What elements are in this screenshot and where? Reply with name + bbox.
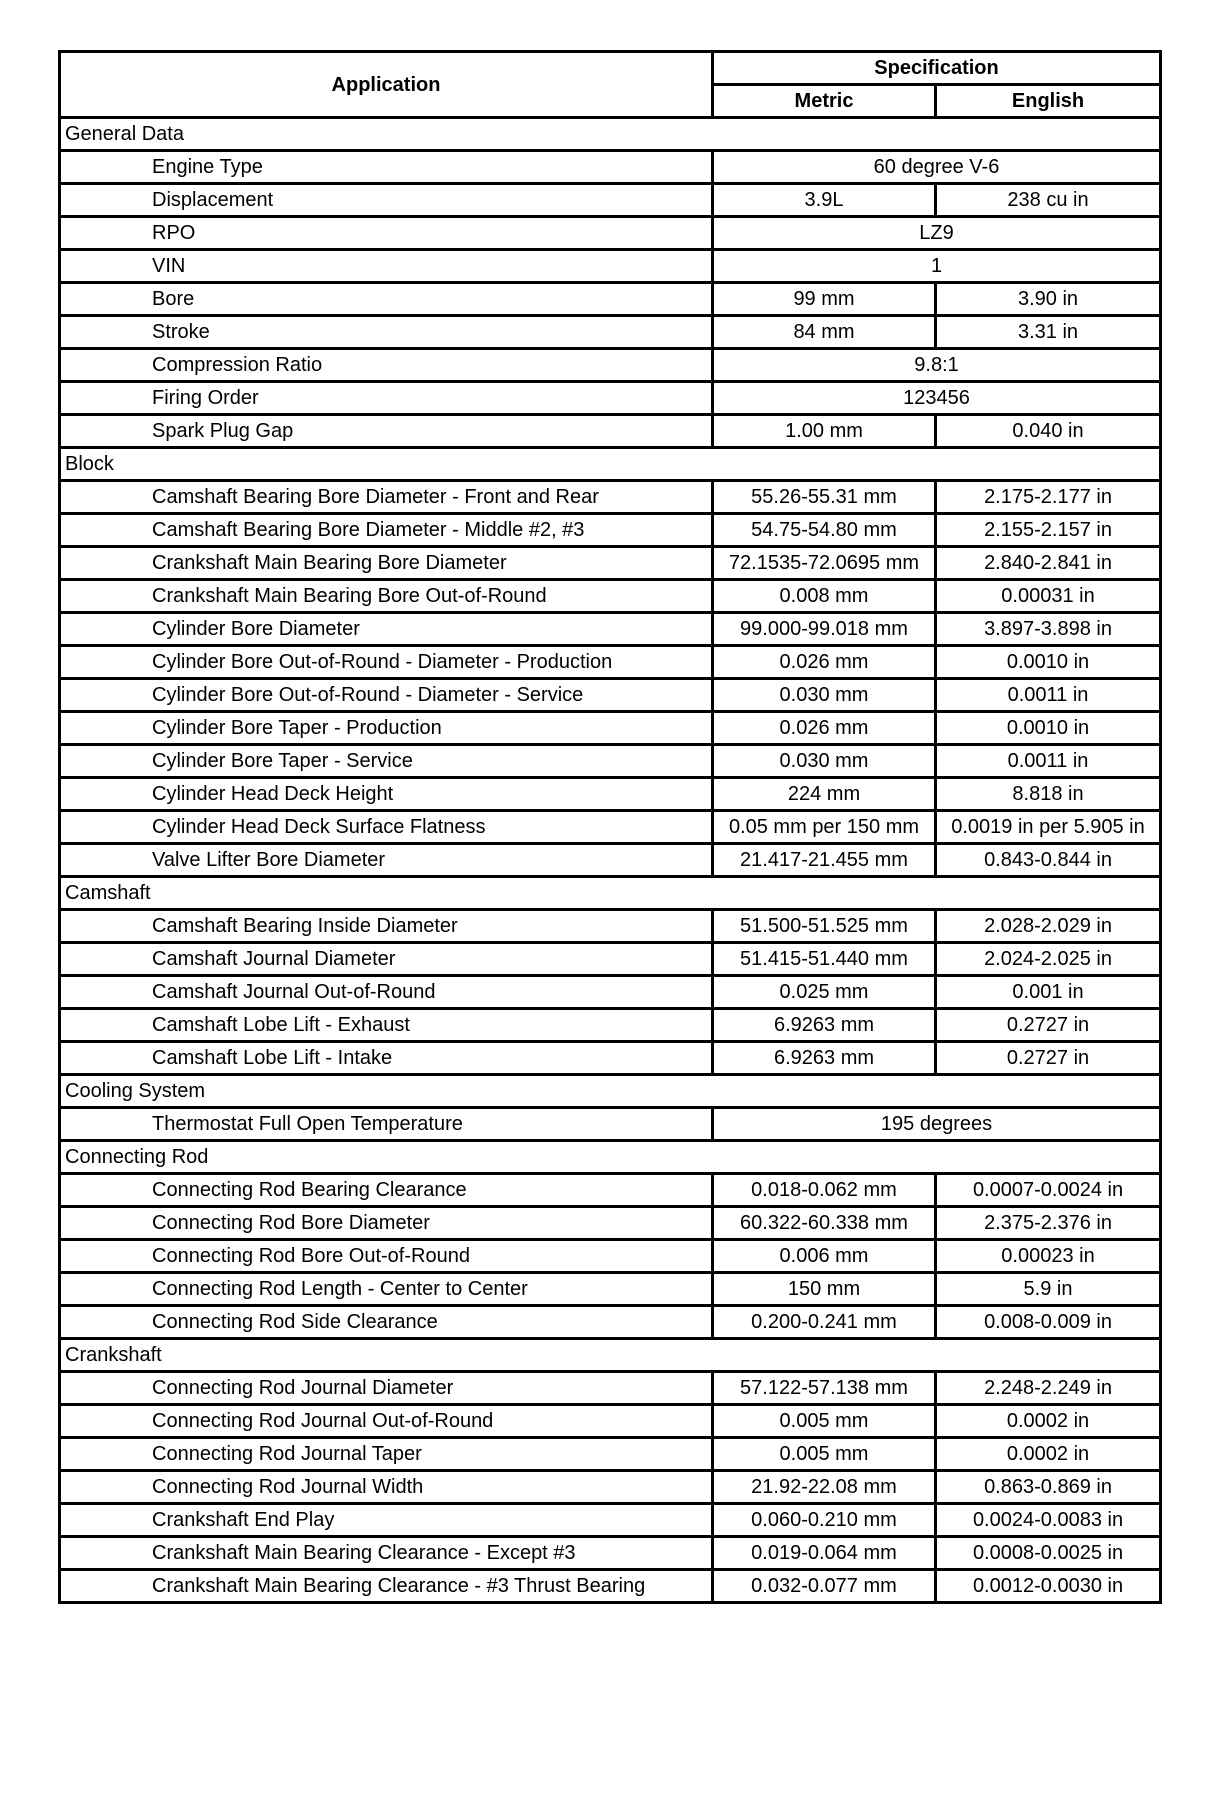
application-cell: Firing Order	[60, 382, 713, 415]
english-cell: 0.0002 in	[936, 1438, 1161, 1471]
section-title: General Data	[60, 118, 1161, 151]
application-cell: Thermostat Full Open Temperature	[60, 1108, 713, 1141]
application-cell: Camshaft Lobe Lift - Exhaust	[60, 1009, 713, 1042]
english-cell: 0.2727 in	[936, 1009, 1161, 1042]
metric-cell: 0.030 mm	[713, 745, 936, 778]
metric-header: Metric	[713, 85, 936, 118]
application-cell: Camshaft Lobe Lift - Intake	[60, 1042, 713, 1075]
section-title: Camshaft	[60, 877, 1161, 910]
table-body	[60, 118, 1161, 1603]
application-cell: Connecting Rod Bore Out-of-Round	[60, 1240, 713, 1273]
table-row	[60, 1042, 1161, 1075]
application-cell: Connecting Rod Side Clearance	[60, 1306, 713, 1339]
table-row	[60, 415, 1161, 448]
metric-cell: 0.025 mm	[713, 976, 936, 1009]
metric-cell: 51.415-51.440 mm	[713, 943, 936, 976]
table-row	[60, 514, 1161, 547]
english-header: English	[936, 85, 1161, 118]
combined-spec-cell: 60 degree V-6	[713, 151, 1161, 184]
table-row	[60, 547, 1161, 580]
metric-cell: 0.05 mm per 150 mm	[713, 811, 936, 844]
application-cell: Cylinder Bore Out-of-Round - Diameter - Service	[60, 679, 713, 712]
table-row	[60, 844, 1161, 877]
table-row	[60, 1273, 1161, 1306]
metric-cell: 6.9263 mm	[713, 1042, 936, 1075]
metric-cell: 0.032-0.077 mm	[713, 1570, 936, 1603]
english-cell: 2.024-2.025 in	[936, 943, 1161, 976]
table-row	[60, 250, 1161, 283]
table-row	[60, 1537, 1161, 1570]
application-cell: Camshaft Bearing Bore Diameter - Middle #2, #3	[60, 514, 713, 547]
application-cell: VIN	[60, 250, 713, 283]
application-cell: Camshaft Bearing Inside Diameter	[60, 910, 713, 943]
english-cell: 2.028-2.029 in	[936, 910, 1161, 943]
table-row	[60, 1570, 1161, 1603]
english-cell: 0.2727 in	[936, 1042, 1161, 1075]
section-row	[60, 1339, 1161, 1372]
table-row	[60, 1240, 1161, 1273]
metric-cell: 60.322-60.338 mm	[713, 1207, 936, 1240]
metric-cell: 0.026 mm	[713, 712, 936, 745]
english-cell: 0.0011 in	[936, 679, 1161, 712]
specification-header: Specification	[713, 52, 1161, 85]
english-cell: 0.0010 in	[936, 646, 1161, 679]
metric-cell: 224 mm	[713, 778, 936, 811]
application-cell: Connecting Rod Journal Out-of-Round	[60, 1405, 713, 1438]
table-row	[60, 811, 1161, 844]
english-cell: 0.0010 in	[936, 712, 1161, 745]
table-row	[60, 316, 1161, 349]
table-row	[60, 481, 1161, 514]
metric-cell: 57.122-57.138 mm	[713, 1372, 936, 1405]
metric-cell: 84 mm	[713, 316, 936, 349]
specification-table	[58, 50, 1162, 1604]
table-row	[60, 976, 1161, 1009]
application-cell: Crankshaft Main Bearing Bore Diameter	[60, 547, 713, 580]
metric-cell: 150 mm	[713, 1273, 936, 1306]
english-cell: 3.897-3.898 in	[936, 613, 1161, 646]
english-cell: 0.0024-0.0083 in	[936, 1504, 1161, 1537]
metric-cell: 0.060-0.210 mm	[713, 1504, 936, 1537]
table-row	[60, 613, 1161, 646]
application-cell: Camshaft Journal Diameter	[60, 943, 713, 976]
metric-cell: 21.92-22.08 mm	[713, 1471, 936, 1504]
application-cell: Crankshaft Main Bearing Bore Out-of-Round	[60, 580, 713, 613]
table-row	[60, 1471, 1161, 1504]
english-cell: 3.90 in	[936, 283, 1161, 316]
application-header: Application	[60, 52, 713, 118]
section-title: Crankshaft	[60, 1339, 1161, 1372]
table-row	[60, 910, 1161, 943]
english-cell: 0.008-0.009 in	[936, 1306, 1161, 1339]
application-cell: Displacement	[60, 184, 713, 217]
application-cell: Camshaft Bearing Bore Diameter - Front and Rear	[60, 481, 713, 514]
application-cell: Cylinder Bore Taper - Production	[60, 712, 713, 745]
metric-cell: 0.200-0.241 mm	[713, 1306, 936, 1339]
combined-spec-cell: 1	[713, 250, 1161, 283]
table-row	[60, 283, 1161, 316]
metric-cell: 0.019-0.064 mm	[713, 1537, 936, 1570]
english-cell: 2.375-2.376 in	[936, 1207, 1161, 1240]
application-cell: Cylinder Head Deck Surface Flatness	[60, 811, 713, 844]
section-row	[60, 448, 1161, 481]
english-cell: 0.001 in	[936, 976, 1161, 1009]
english-cell: 2.840-2.841 in	[936, 547, 1161, 580]
english-cell: 0.0007-0.0024 in	[936, 1174, 1161, 1207]
section-row	[60, 118, 1161, 151]
table-row	[60, 1207, 1161, 1240]
table-header	[60, 52, 1161, 118]
application-cell: Valve Lifter Bore Diameter	[60, 844, 713, 877]
header-row-top	[60, 52, 1161, 85]
table-row	[60, 1108, 1161, 1141]
table-row	[60, 1306, 1161, 1339]
metric-cell: 0.005 mm	[713, 1438, 936, 1471]
application-cell: Connecting Rod Length - Center to Center	[60, 1273, 713, 1306]
combined-spec-cell: 195 degrees	[713, 1108, 1161, 1141]
metric-cell: 21.417-21.455 mm	[713, 844, 936, 877]
english-cell: 0.863-0.869 in	[936, 1471, 1161, 1504]
section-title: Cooling System	[60, 1075, 1161, 1108]
combined-spec-cell: 9.8:1	[713, 349, 1161, 382]
english-cell: 0.0002 in	[936, 1405, 1161, 1438]
english-cell: 0.0012-0.0030 in	[936, 1570, 1161, 1603]
application-cell: Connecting Rod Journal Width	[60, 1471, 713, 1504]
metric-cell: 0.018-0.062 mm	[713, 1174, 936, 1207]
section-row	[60, 1075, 1161, 1108]
application-cell: Crankshaft End Play	[60, 1504, 713, 1537]
table-row	[60, 217, 1161, 250]
table-row	[60, 349, 1161, 382]
english-cell: 2.175-2.177 in	[936, 481, 1161, 514]
application-cell: Engine Type	[60, 151, 713, 184]
section-title: Connecting Rod	[60, 1141, 1161, 1174]
application-cell: Connecting Rod Bearing Clearance	[60, 1174, 713, 1207]
application-cell: Crankshaft Main Bearing Clearance - Except #3	[60, 1537, 713, 1570]
table-row	[60, 778, 1161, 811]
metric-cell: 6.9263 mm	[713, 1009, 936, 1042]
english-cell: 2.248-2.249 in	[936, 1372, 1161, 1405]
metric-cell: 54.75-54.80 mm	[713, 514, 936, 547]
metric-cell: 0.005 mm	[713, 1405, 936, 1438]
table-row	[60, 184, 1161, 217]
section-row	[60, 877, 1161, 910]
english-cell: 0.0008-0.0025 in	[936, 1537, 1161, 1570]
application-cell: Camshaft Journal Out-of-Round	[60, 976, 713, 1009]
section-title: Block	[60, 448, 1161, 481]
metric-cell: 99.000-99.018 mm	[713, 613, 936, 646]
english-cell: 0.0019 in per 5.905 in	[936, 811, 1161, 844]
table-row	[60, 1174, 1161, 1207]
table-row	[60, 382, 1161, 415]
english-cell: 5.9 in	[936, 1273, 1161, 1306]
english-cell: 0.040 in	[936, 415, 1161, 448]
metric-cell: 0.008 mm	[713, 580, 936, 613]
application-cell: RPO	[60, 217, 713, 250]
metric-cell: 51.500-51.525 mm	[713, 910, 936, 943]
table-row	[60, 745, 1161, 778]
metric-cell: 99 mm	[713, 283, 936, 316]
application-cell: Compression Ratio	[60, 349, 713, 382]
table-row	[60, 943, 1161, 976]
table-row	[60, 1504, 1161, 1537]
table-row	[60, 151, 1161, 184]
english-cell: 0.00023 in	[936, 1240, 1161, 1273]
english-cell: 8.818 in	[936, 778, 1161, 811]
table-row	[60, 679, 1161, 712]
metric-cell: 55.26-55.31 mm	[713, 481, 936, 514]
application-cell: Connecting Rod Journal Taper	[60, 1438, 713, 1471]
metric-cell: 3.9L	[713, 184, 936, 217]
application-cell: Stroke	[60, 316, 713, 349]
metric-cell: 72.1535-72.0695 mm	[713, 547, 936, 580]
metric-cell: 0.026 mm	[713, 646, 936, 679]
table-row	[60, 1009, 1161, 1042]
metric-cell: 0.006 mm	[713, 1240, 936, 1273]
metric-cell: 0.030 mm	[713, 679, 936, 712]
metric-cell: 1.00 mm	[713, 415, 936, 448]
application-cell: Bore	[60, 283, 713, 316]
table-row	[60, 1405, 1161, 1438]
combined-spec-cell: LZ9	[713, 217, 1161, 250]
section-row	[60, 1141, 1161, 1174]
application-cell: Cylinder Bore Taper - Service	[60, 745, 713, 778]
table-row	[60, 1438, 1161, 1471]
table-row	[60, 1372, 1161, 1405]
english-cell: 238 cu in	[936, 184, 1161, 217]
english-cell: 2.155-2.157 in	[936, 514, 1161, 547]
table-row	[60, 712, 1161, 745]
application-cell: Connecting Rod Journal Diameter	[60, 1372, 713, 1405]
application-cell: Cylinder Head Deck Height	[60, 778, 713, 811]
application-cell: Spark Plug Gap	[60, 415, 713, 448]
english-cell: 0.0011 in	[936, 745, 1161, 778]
application-cell: Cylinder Bore Out-of-Round - Diameter - Production	[60, 646, 713, 679]
application-cell: Cylinder Bore Diameter	[60, 613, 713, 646]
english-cell: 3.31 in	[936, 316, 1161, 349]
english-cell: 0.843-0.844 in	[936, 844, 1161, 877]
application-cell: Connecting Rod Bore Diameter	[60, 1207, 713, 1240]
english-cell: 0.00031 in	[936, 580, 1161, 613]
application-cell: Crankshaft Main Bearing Clearance - #3 Thrust Bearing	[60, 1570, 713, 1603]
table-row	[60, 646, 1161, 679]
table-row	[60, 580, 1161, 613]
combined-spec-cell: 123456	[713, 382, 1161, 415]
